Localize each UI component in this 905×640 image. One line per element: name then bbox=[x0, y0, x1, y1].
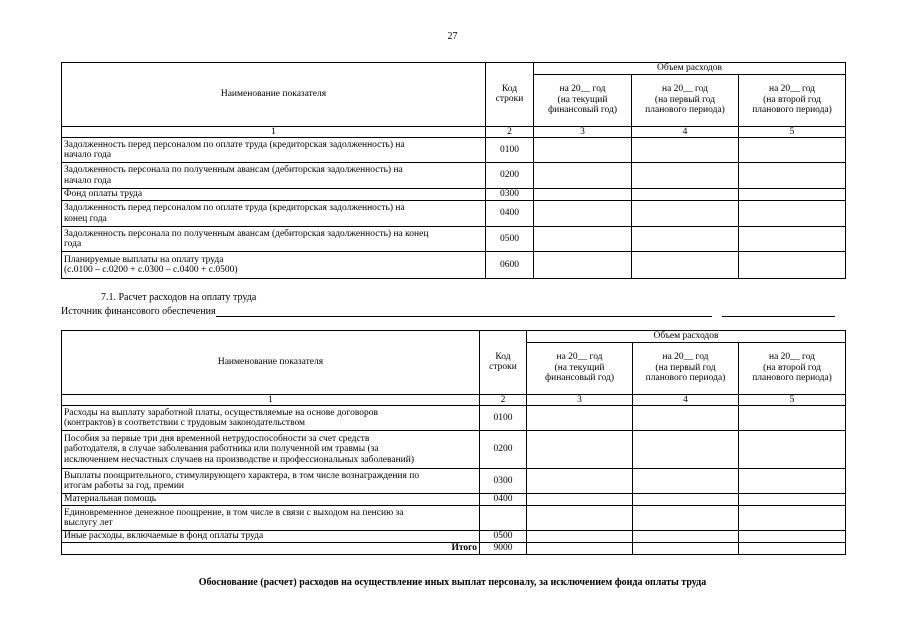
row-name bbox=[62, 406, 480, 431]
row-name-l2: (с.0100 – с.0200 + с.0300 – с.0400 + с.0500) bbox=[64, 265, 238, 275]
value-cell[interactable] bbox=[739, 252, 846, 279]
table-row bbox=[62, 406, 846, 431]
row-code: 0600 bbox=[486, 252, 534, 279]
row-name-l2: выслугу лет bbox=[64, 518, 113, 528]
table-payroll-calculation bbox=[61, 330, 846, 555]
value-cell[interactable] bbox=[633, 431, 739, 469]
row-name bbox=[62, 431, 480, 469]
header-col5-l2: (на второй год bbox=[763, 94, 821, 105]
value-cell[interactable] bbox=[527, 406, 633, 431]
row-name bbox=[62, 163, 486, 189]
table-row bbox=[62, 138, 846, 163]
value-cell[interactable] bbox=[633, 469, 739, 494]
col-number-2: 2 bbox=[480, 394, 527, 406]
row-name-l2: начало года bbox=[64, 175, 112, 186]
row-name bbox=[62, 506, 480, 531]
value-cell[interactable] bbox=[534, 163, 632, 189]
header-col3-l1: на 20__ год bbox=[556, 352, 603, 363]
col-number-1: 1 bbox=[62, 394, 480, 406]
row-name-l2: конец года bbox=[64, 213, 107, 224]
row-name-l2: (контрактов) в соответствии с трудовым законодательством bbox=[64, 418, 306, 428]
header-col5-l1: на 20__ год bbox=[769, 352, 816, 363]
section-heading: Обоснование (расчет) расходов на осуществление иных выплат персоналу, за исключением фонда оплаты труда bbox=[198, 577, 707, 588]
row-name bbox=[62, 138, 486, 163]
header-col3-l1: на 20__ год bbox=[559, 84, 606, 95]
value-cell[interactable] bbox=[632, 227, 739, 252]
value-cell[interactable] bbox=[632, 163, 739, 189]
value-cell[interactable] bbox=[739, 189, 846, 201]
row-name: Иные расходы, включаемые в фонд оплаты труда bbox=[62, 531, 480, 543]
value-cell[interactable] bbox=[527, 469, 633, 494]
header-col4-l1: на 20__ год bbox=[661, 84, 709, 95]
header-col3-l3: финансовый год) bbox=[547, 105, 618, 116]
value-cell[interactable] bbox=[739, 227, 846, 252]
value-cell[interactable] bbox=[739, 506, 846, 531]
table-row bbox=[62, 431, 846, 469]
value-cell[interactable] bbox=[534, 189, 632, 201]
header-name: Наименование показателя bbox=[62, 63, 486, 127]
total-label: Итого bbox=[62, 543, 480, 555]
header-col3 bbox=[534, 74, 632, 126]
row-code: 0100 bbox=[486, 138, 534, 163]
header-col5-l2: (на второй год bbox=[763, 362, 821, 373]
value-cell[interactable] bbox=[739, 201, 846, 227]
total-row bbox=[62, 543, 846, 555]
value-cell[interactable] bbox=[632, 189, 739, 201]
header-code-line2: строки bbox=[495, 94, 524, 105]
header-col5 bbox=[739, 342, 846, 394]
col-number-4: 4 bbox=[632, 126, 739, 138]
value-cell[interactable] bbox=[632, 138, 739, 163]
header-col4-l2: (на первый год bbox=[655, 362, 716, 373]
header-col3-l3: финансовый год) bbox=[544, 373, 615, 384]
header-col4-l2: (на первый год bbox=[654, 94, 716, 105]
header-col4-l1: на 20__ год bbox=[662, 352, 709, 363]
header-col4 bbox=[632, 74, 739, 126]
table-payroll-debt bbox=[61, 62, 846, 279]
row-name-l1: Пособия за первые три дня временной нетрудоспособности за счет средств bbox=[64, 433, 370, 444]
value-cell[interactable] bbox=[739, 163, 846, 189]
col-number-3: 3 bbox=[527, 394, 633, 406]
table-row bbox=[62, 469, 846, 494]
row-name-l1: Выплаты поощрительного, стимулирующего характера, в том числе вознаграждения по bbox=[64, 470, 420, 481]
row-code: 0300 bbox=[480, 469, 527, 494]
col-number-5: 5 bbox=[739, 394, 846, 406]
total-code: 9000 bbox=[480, 543, 527, 555]
funding-source-field[interactable] bbox=[216, 308, 712, 317]
row-name-l1: Расходы на выплату заработной платы, осуществляемые на основе договоров bbox=[64, 407, 378, 418]
row-code: 0400 bbox=[480, 494, 527, 506]
row-name-l2: работодателя, в случае заболевания работника или полученной им травмы (за bbox=[64, 444, 379, 455]
row-code: 0500 bbox=[480, 531, 527, 543]
row-name: Материальная помощь bbox=[62, 494, 480, 506]
row-name-l2: года bbox=[64, 239, 82, 249]
value-cell[interactable] bbox=[739, 431, 846, 469]
header-col4-l3: планового периода) bbox=[645, 105, 725, 116]
value-cell[interactable] bbox=[632, 201, 739, 227]
row-name-l1: Единовременное денежное поощрение, в том числе в связи с выходом на пенсию за bbox=[64, 507, 404, 518]
row-name-l3: исключением несчастных случаев на производстве и профессиональных заболеваний) bbox=[64, 454, 415, 465]
col-number-5: 5 bbox=[739, 126, 846, 138]
value-cell[interactable] bbox=[739, 494, 846, 506]
row-code: 0200 bbox=[480, 431, 527, 469]
header-volume: Объем расходов bbox=[534, 63, 846, 75]
value-cell[interactable] bbox=[739, 406, 846, 431]
funding-source bbox=[61, 306, 845, 317]
col-number-1: 1 bbox=[62, 126, 486, 138]
header-col5-l1: на 20__ год bbox=[769, 84, 816, 95]
value-cell[interactable] bbox=[527, 506, 633, 531]
header-code-line2: строки bbox=[489, 362, 517, 373]
header-code-line1: Код bbox=[501, 83, 518, 94]
row-name-l1: Задолженность перед персоналом по оплате труда (кредиторская задолженность) на bbox=[64, 203, 405, 213]
value-cell[interactable] bbox=[527, 543, 633, 555]
header-col4 bbox=[633, 342, 739, 394]
funding-source-label: Источник финансового обеспечения bbox=[61, 306, 216, 317]
row-code: 0300 bbox=[486, 189, 534, 201]
row-name-l1: Задолженность персонала по полученным авансам (дебиторская задолженность) на bbox=[64, 165, 403, 175]
value-cell[interactable] bbox=[739, 543, 846, 555]
table-row bbox=[62, 252, 846, 279]
header-code bbox=[486, 63, 534, 127]
value-cell[interactable] bbox=[739, 138, 846, 163]
header-code-line1: Код bbox=[495, 351, 511, 362]
row-name bbox=[62, 227, 486, 252]
row-name bbox=[62, 252, 486, 279]
header-code bbox=[480, 331, 527, 395]
table-row bbox=[62, 201, 846, 227]
header-col4-l3: планового периода) bbox=[645, 373, 726, 384]
table-row bbox=[62, 227, 846, 252]
header-col3-l2: (на текущий bbox=[557, 94, 608, 105]
value-cell[interactable] bbox=[633, 494, 739, 506]
value-cell[interactable] bbox=[534, 227, 632, 252]
header-col5-l3: планового периода) bbox=[752, 105, 832, 116]
row-code: 0200 bbox=[486, 163, 534, 189]
header-col3-l2: (на текущий bbox=[554, 362, 605, 373]
row-name bbox=[62, 201, 486, 227]
row-name-l2: начало года bbox=[64, 150, 112, 160]
value-cell[interactable] bbox=[633, 531, 739, 543]
value-cell[interactable] bbox=[632, 252, 739, 279]
value-cell[interactable] bbox=[739, 531, 846, 543]
table-row bbox=[62, 189, 846, 201]
subsection-title: 7.1. Расчет расходов на оплату труда bbox=[101, 292, 257, 303]
value-cell[interactable] bbox=[633, 506, 739, 531]
row-code: 0500 bbox=[486, 227, 534, 252]
value-cell[interactable] bbox=[534, 201, 632, 227]
page-number: 27 bbox=[447, 31, 458, 42]
value-cell[interactable] bbox=[739, 469, 846, 494]
row-name: Фонд оплаты труда bbox=[62, 189, 486, 201]
row-name-l1: Планируемые выплаты на оплату труда bbox=[64, 254, 224, 265]
table-row bbox=[62, 494, 846, 506]
col-number-3: 3 bbox=[534, 126, 632, 138]
row-code: 0400 bbox=[486, 201, 534, 227]
table-row bbox=[62, 506, 846, 531]
header-name: Наименование показателя bbox=[62, 331, 480, 395]
value-cell[interactable] bbox=[527, 431, 633, 469]
value-cell[interactable] bbox=[534, 138, 632, 163]
header-col3 bbox=[527, 342, 633, 394]
col-number-2: 2 bbox=[486, 126, 534, 138]
row-code bbox=[480, 506, 527, 531]
row-code: 0100 bbox=[480, 406, 527, 431]
row-name-l1: Задолженность персонала по полученным авансам (дебиторская задолженность) на конец bbox=[64, 228, 429, 239]
row-name bbox=[62, 469, 480, 494]
value-cell[interactable] bbox=[534, 252, 632, 279]
value-cell[interactable] bbox=[527, 494, 633, 506]
table-row bbox=[62, 163, 846, 189]
table-row bbox=[62, 531, 846, 543]
header-col5 bbox=[739, 74, 846, 126]
value-cell[interactable] bbox=[633, 406, 739, 431]
row-name-l1: Задолженность перед персоналом по оплате труда (кредиторская задолженность) на bbox=[64, 139, 405, 150]
col-number-4: 4 bbox=[633, 394, 739, 406]
value-cell[interactable] bbox=[527, 531, 633, 543]
funding-source-field-extra[interactable] bbox=[722, 308, 835, 317]
row-name-l2: итогам работы за год, премии bbox=[64, 481, 184, 491]
value-cell[interactable] bbox=[633, 543, 739, 555]
header-volume: Объем расходов bbox=[527, 331, 846, 343]
header-col5-l3: планового периода) bbox=[752, 373, 832, 384]
